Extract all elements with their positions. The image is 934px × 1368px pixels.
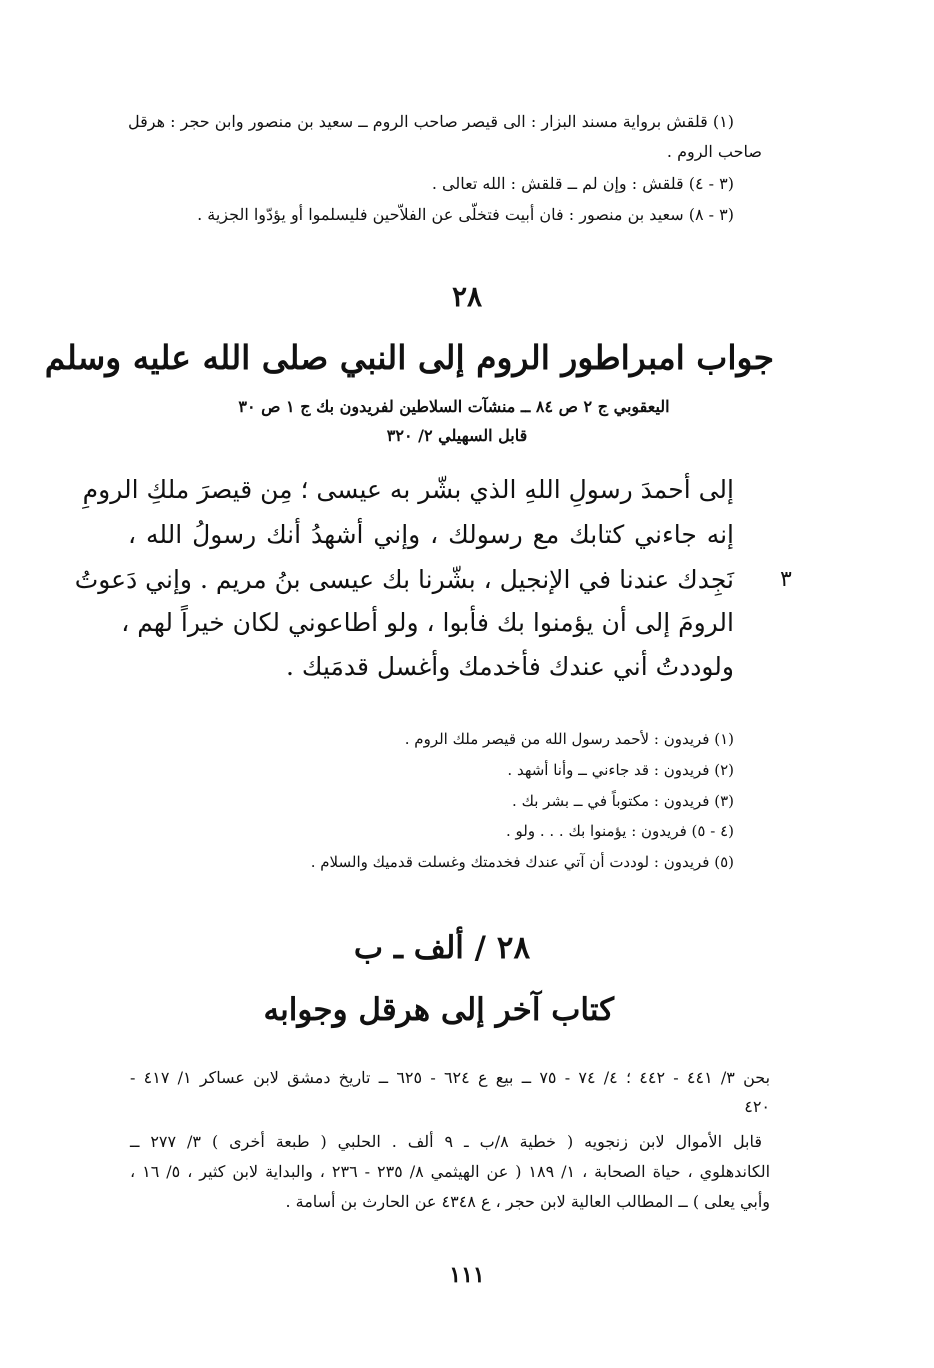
note-line: (٢) فريدون : قد جاءني ــ وأنا أشهد .	[507, 761, 734, 779]
note-line: (٤ - ٥) فريدون : يؤمنوا بك . . . ولو .	[505, 822, 734, 840]
source-line: اليعقوبي ج ٢ ص ٨٤ ــ منشآت السلاطين لفريدون بك ج ١ ص ٣٠	[238, 397, 670, 416]
note-line: صاحب الروم .	[666, 142, 762, 161]
note-line: (٥) فريدون : لوددت أن آتي عندك فخدمتك وغسلت قدميك والسلام .	[310, 853, 734, 871]
body-line: إنه جاءني كتابك مع رسولك ، وإني أشهدُ أنك رسولُ الله ،	[128, 520, 734, 549]
note-line: (١) قلقش برواية مسند البزار : الى قيصر صاحب الروم ــ سعيد بن منصور وابن حجر : هرقل	[128, 112, 734, 131]
reference-line: قابل الأموال لابن زنجويه ( خطية ٨/ب ـ ٩ ألف . الحلبي ( طبعة أخرى ) ٣/ ٢٧٧ ــ	[130, 1132, 763, 1151]
section-number: ٢٨	[451, 280, 483, 313]
section-number: ٢٨ / ألف ـ ب	[353, 930, 531, 966]
reference-line: الكاندهلوي ، حياة الصحابة ، ١/ ١٨٩ ( عن الهيثمي ٨/ ٢٣٥ - ٢٣٦ ، والبداية لابن كثير ، ٥/ ١٦ ،	[130, 1162, 771, 1181]
reference-line: بحن ٣/ ٤٤١ - ٤٤٢ ؛ ٤/ ٧٤ - ٧٥ ــ بيع ع ٦٢٤ - ٦٢٥ ــ تاريخ دمشق لابن عساكر ١/ ٤١٧ -	[130, 1068, 771, 1087]
reference-line: وأبي يعلى ) ــ المطالب العالية لابن حجر ، ع ٤٣٤٨ عن الحارث بن أسامة .	[285, 1192, 770, 1211]
body-line: ولوددتُ أني عندك فأخدمك وأغسل قدمَيك .	[286, 652, 734, 681]
note-line: (٣ - ٤) قلقش : وإن لم ــ قلقش : الله تعالى .	[431, 174, 734, 193]
body-line: الرومَ إلى أن يؤمنوا بك فأبوا ، ولو أطاعوني لكان خيراً لهم ،	[121, 608, 734, 637]
section-title: جواب امبراطور الروم إلى النبي صلى الله عليه وسلم	[44, 338, 774, 377]
margin-line-number: ٣	[780, 567, 792, 592]
source-line: قابل السهيلي ٢/ ٣٢٠	[386, 426, 528, 445]
body-line: نَجِدك عندنا في الإنجيل ، بشّرنا بك عيسى بنُ مريم . وإني دَعوتُ	[74, 565, 734, 594]
section-title: كتاب آخر إلى هرقل وجوابه	[263, 992, 614, 1028]
note-line: (٣) فريدون : مكتوباً في ــ بشر بك .	[512, 792, 734, 810]
body-line: إلى أحمدَ رسولِ اللهِ الذي بشّر به عيسى ؛ مِن قيصرَ ملكِ الرومِ	[82, 475, 734, 504]
page-number: ١١١	[449, 1262, 485, 1288]
reference-line: ٤٢٠	[744, 1097, 770, 1116]
note-line: (٣ - ٨) سعيد بن منصور : فان أبيت فتخلّى عن الفلاّحين فليسلموا أو يؤدّوا الجزية .	[197, 205, 734, 224]
note-line: (١) فريدون : لأحمد رسول الله من قيصر ملك الروم .	[404, 730, 734, 748]
